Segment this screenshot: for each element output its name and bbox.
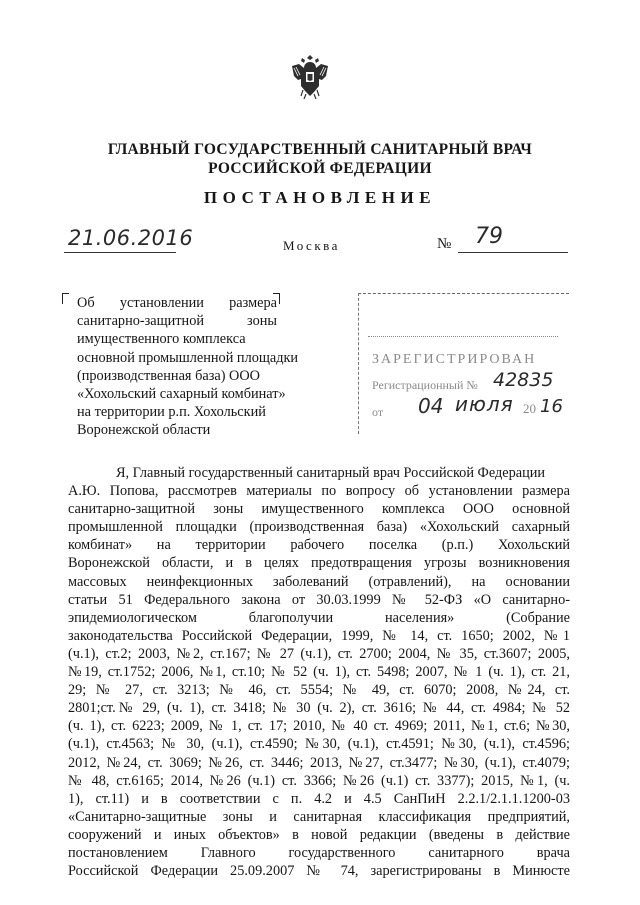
body-line: эпидемиологическом благополучии населения» (Собрание xyxy=(68,609,570,626)
body-line: (ч.1), ст.4563; № 30, (ч.1), ст.4590; №30, (ч.1), ст.4591; №30, (ч.1), ст.4596; xyxy=(68,736,570,753)
subject-line: санитарно-защитной зоны xyxy=(77,313,277,330)
stamp-title: ЗАРЕГИСТРИРОВАН xyxy=(372,352,537,367)
body-line: А.Ю. Попова, рассмотрев материалы по вопросу об установлении размера xyxy=(68,483,570,500)
body-line: 2012, №24, ст. 3069; №26, ст. 3446; 2013, №27, ст.3477; №30, (ч.1), ст.4079; xyxy=(68,754,570,771)
document-subject xyxy=(77,294,299,440)
body-line: промышленной площадки (производственная база) «Хохольский сахарный xyxy=(68,519,570,536)
subject-line: на территории р.п. Хохольский xyxy=(77,404,266,421)
body-line: №19, ст.1752; 2006, №1, ст.10; № 52 (ч. 1), ст. 5498; 2007, № 1 (ч. 1), ст. 21, xyxy=(68,664,570,681)
body-line: комбинат» на территории рабочего поселка (р.п.) Хохольский xyxy=(68,537,570,554)
body-line: 29; № 27, ст. 3213; № 46, ст. 5554; № 49, ст. 6070; 2008, №24, ст. xyxy=(68,682,570,699)
document-date: 21.06.2016 xyxy=(68,226,194,250)
body-line: Я, Главный государственный санитарный врач Российской Федерации xyxy=(116,465,546,481)
document-type-title: ПОСТАНОВЛЕНИЕ xyxy=(203,188,437,207)
body-line: (ч. 1), ст. 6223; 2009, № 1, ст. 17; 2010, № 40 ст. 4969; 2011, №1, ст.6; №30, xyxy=(68,718,570,735)
subject-line: (производственная база) ООО xyxy=(77,367,260,384)
body-line: статьи 51 Федерального закона от 30.03.1999 № 52-ФЗ «О санитарно- xyxy=(68,591,570,608)
stamp-date-prefix: от xyxy=(372,405,384,419)
number-underline xyxy=(458,252,568,253)
subject-line: имущественного комплекса xyxy=(77,331,246,348)
body-line: постановлением Главного государственного санитарного врача xyxy=(68,844,570,861)
stamp-reg-number: 42835 xyxy=(493,369,554,391)
stamp-dotted-line xyxy=(368,336,558,340)
body-line: «Санитарно-защитные зоны и санитарная классификация предприятий, xyxy=(68,808,570,825)
stamp-date-month: июля xyxy=(455,392,514,416)
body-line: массовых неинфекционных заболеваний (отравлений), на основании xyxy=(68,573,570,590)
issuer-title-line-1: ГЛАВНЫЙ ГОСУДАРСТВЕННЫЙ САНИТАРНЫЙ ВРАЧ xyxy=(107,141,533,158)
subject-line: Об установлении размера xyxy=(77,295,277,311)
body-line: санитарно-защитной зоны имущественного комплекса ООО основной xyxy=(68,501,570,518)
stamp-year-prefix: 20 xyxy=(523,401,536,416)
document-number: 79 xyxy=(475,224,503,249)
document-body xyxy=(68,464,570,880)
body-line: Воронежской области, и в целях предотвращения угрозы возникновения xyxy=(68,555,570,572)
subject-line: «Хохольский сахарный комбинат» xyxy=(77,386,286,403)
stamp-year-suffix: 16 xyxy=(540,396,563,417)
body-line: 1), ст.11) и в соответствии с п. 4.2 и 4.5 СанПиН 2.2.1/2.1.1.1200-03 xyxy=(68,790,570,807)
coat-of-arms-emblem xyxy=(289,52,331,100)
subject-line: основной промышленной площадки xyxy=(77,349,299,366)
body-line: № 48, ст.6165; 2014, №26 (ч.1) ст. 3366; №26 (ч.1) ст. 3377); 2015, №1, (ч. xyxy=(68,772,570,789)
stamp-reg-label: Регистрационный № xyxy=(372,378,478,392)
body-line: законодательства Российской Федерации, 1999, № 14, ст. 1650; 2002, №1 xyxy=(68,627,570,644)
number-sign: № xyxy=(437,236,452,252)
subject-bracket-left xyxy=(62,293,69,304)
city-label: Москва xyxy=(283,238,340,253)
issuer-title-line-2: РОССИЙСКОЙ ФЕДЕРАЦИИ xyxy=(208,160,432,177)
stamp-date-day: 04 xyxy=(418,394,444,418)
body-line: 2801;ст.№ 29, (ч. 1), ст. 3418; № 30 (ч. 2), ст. 3616; № 44, ст. 4984; № 52 xyxy=(68,700,570,717)
date-underline xyxy=(64,252,176,253)
body-line: (ч.1), ст.2; 2003, №2, ст.167; № 27 (ч.1), ст. 2700; 2004, № 35, ст.3607; 2005, xyxy=(68,645,570,662)
body-line: Российской Федерации 25.09.2007 № 74, зарегистрированы в Минюсте xyxy=(68,863,570,880)
body-line: сооружений и иных объектов» в новой редакции (введены в действие xyxy=(68,826,570,843)
subject-line: Воронежской области xyxy=(77,422,211,439)
